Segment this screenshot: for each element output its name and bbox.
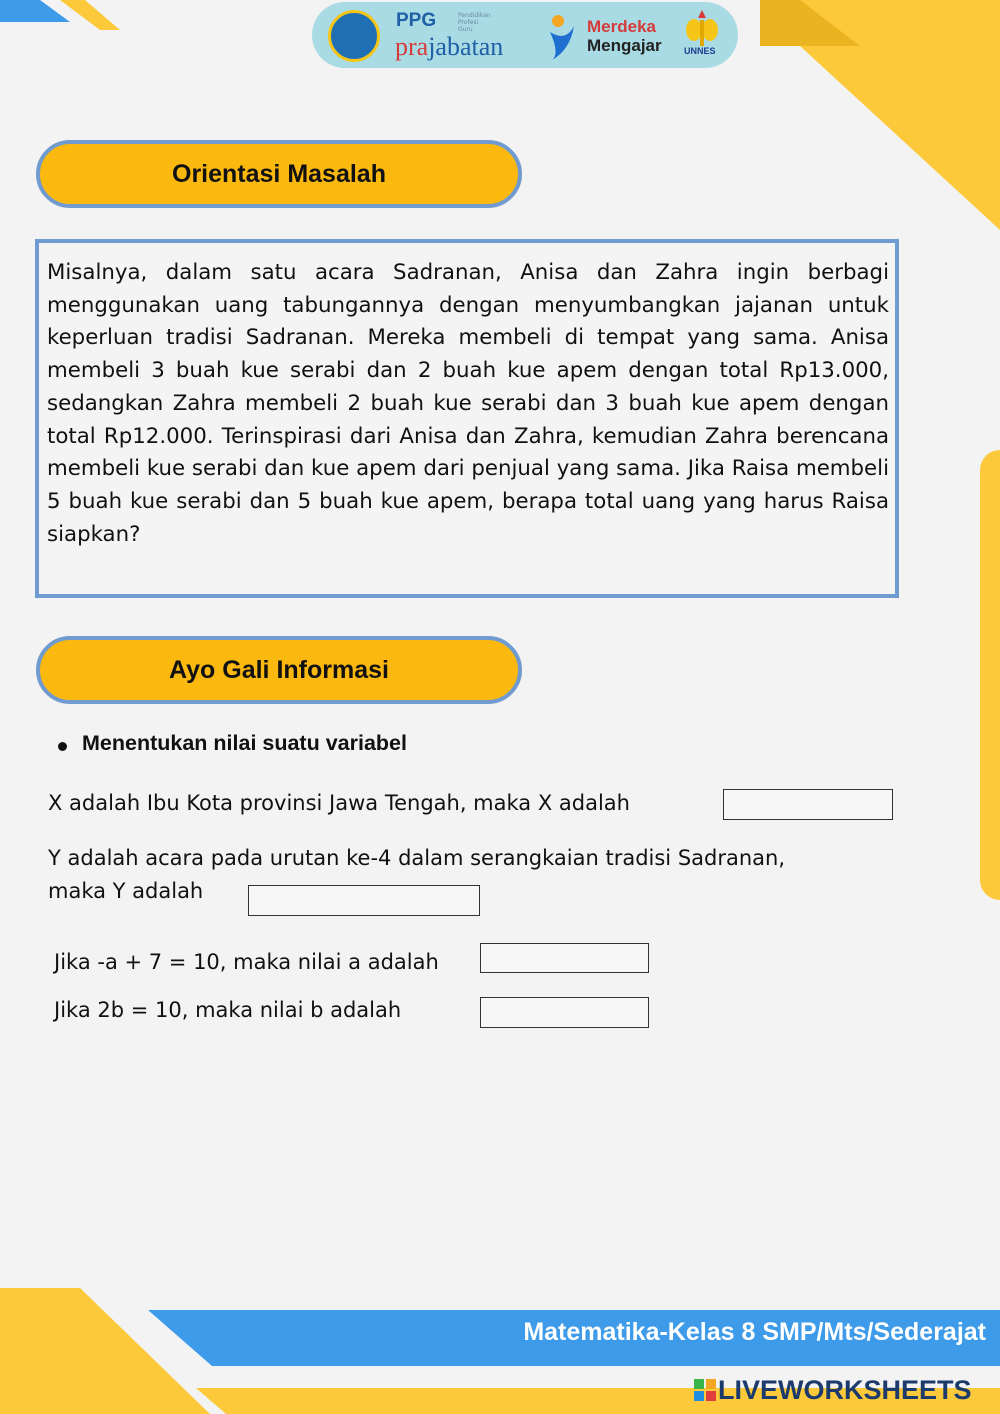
answer-a-input[interactable] bbox=[480, 943, 649, 973]
answer-x-input[interactable] bbox=[723, 789, 893, 820]
unnes-text: UNNES bbox=[684, 46, 716, 56]
answer-b-input[interactable] bbox=[480, 997, 649, 1028]
question-a: Jika -a + 7 = 10, maka nilai a adalah bbox=[54, 950, 439, 974]
kemendikbud-emblem-icon bbox=[328, 10, 380, 62]
question-x: X adalah Ibu Kota provinsi Jawa Tengah, maka X adalah bbox=[48, 791, 630, 815]
problem-text: Misalnya, dalam satu acara Sadranan, Anisa dan Zahra ingin berbagi menggunakan uang tabungannya dengan menyumbangkan jajanan untuk keperluan tradisi Sadranan. Mereka membeli di tempat yang sama. Anisa membeli 3 buah kue serabi dan 2 buah kue apem dengan total Rp13.000, sedangkan Zahra membeli 2 buah kue serabi dan 3 buah kue apem dengan total Rp12.000. Terinspirasi dari Anisa dan Zahra, kemudian Zahra berencana membeli kue serabi dan kue apem dari penjual yang sama. Jika Raisa membeli 5 buah kue serabi dan 5 buah kue apem, berapa total uang yang harus Raisa siapkan? bbox=[47, 260, 889, 547]
liveworksheets-brand[interactable]: LIVEWORKSHEETS bbox=[718, 1375, 972, 1405]
answer-y-input[interactable] bbox=[248, 885, 480, 916]
top-left-yellow-stripe bbox=[60, 0, 120, 30]
mengajar-text: Mengajar bbox=[587, 36, 662, 55]
orientasi-masalah-heading: Orientasi Masalah bbox=[36, 140, 522, 208]
bullet-text: Menentukan nilai suatu variabel bbox=[82, 731, 407, 755]
bottom-left-yellow-shape bbox=[0, 1288, 210, 1414]
question-b: Jika 2b = 10, maka nilai b adalah bbox=[54, 998, 402, 1022]
merdeka-mengajar-icon bbox=[546, 14, 576, 60]
question-y-line2: maka Y adalah bbox=[48, 879, 204, 903]
right-edge-yellow-bar bbox=[980, 450, 1000, 900]
ppg-logo-text: PPG bbox=[396, 10, 437, 31]
unnes-emblem-icon bbox=[682, 8, 722, 48]
ppg-subtitle: Pendidikan Profesi Guru bbox=[458, 12, 491, 33]
problem-box bbox=[35, 239, 899, 598]
ayo-gali-informasi-heading: Ayo Gali Informasi bbox=[36, 636, 522, 704]
top-left-blue-stripe bbox=[0, 0, 70, 22]
footer-subject: Matematika-Kelas 8 SMP/Mts/Sederajat bbox=[523, 1318, 986, 1346]
question-y-line1: Y adalah acara pada urutan ke-4 dalam serangkaian tradisi Sadranan, bbox=[48, 846, 786, 870]
merdeka-text: Merdeka bbox=[587, 17, 656, 36]
prajabatan-logo-text: prajabatan bbox=[395, 32, 504, 61]
liveworksheets-logo-icon bbox=[694, 1379, 716, 1401]
bullet-icon bbox=[58, 742, 67, 751]
